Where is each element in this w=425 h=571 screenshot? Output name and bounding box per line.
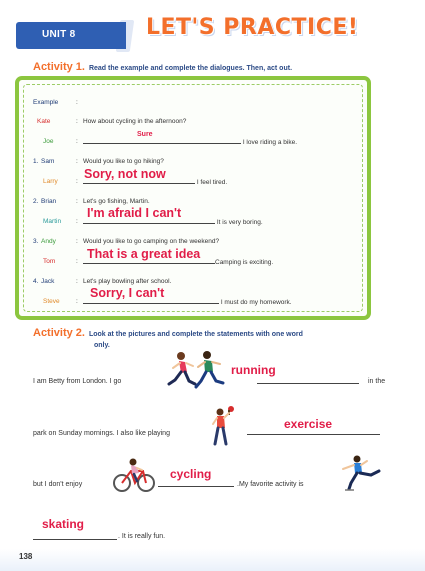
- unit-label: UNIT 8: [42, 29, 76, 40]
- dialogue-text: Camping is exciting.: [215, 259, 274, 266]
- answer-martin: I'm afraid I can't: [87, 206, 182, 220]
- dialogue-text: Let's play bowling after school.: [83, 278, 172, 285]
- dialogue-text: I feel tired.: [196, 179, 228, 186]
- dialogue-text: Let's go fishing, Martin.: [83, 198, 150, 205]
- dialogue-text: I love riding a bike.: [242, 139, 298, 146]
- answer-tom: That is a great idea: [87, 247, 201, 261]
- activity2-heading: [33, 328, 363, 351]
- line3-text: but I don't enjoy: [33, 481, 83, 488]
- item-number: 4.: [33, 278, 39, 285]
- line2-text: park on Sunday mornings. I also like playing: [33, 430, 170, 437]
- speaker-name: Brian: [41, 198, 57, 205]
- line3-end: .My favorite activity is: [237, 481, 304, 488]
- answer-blank-1[interactable]: [257, 378, 359, 384]
- activity1-heading: [33, 62, 292, 74]
- speaker-name: Steve: [43, 298, 60, 305]
- activity2-number: Activity 2.: [33, 327, 85, 339]
- line4-end: . It is really fun.: [118, 533, 166, 540]
- line1-end: in the: [368, 378, 386, 385]
- answer-running: running: [231, 363, 276, 377]
- answer-blank[interactable]: [83, 138, 241, 144]
- page-bottom-shade: [0, 549, 425, 571]
- item-number: 1.: [33, 158, 39, 165]
- item-number: 3.: [33, 238, 39, 245]
- speaker-name: Kate: [37, 118, 51, 125]
- answer-larry: Sory, not now: [84, 167, 166, 181]
- answer-exercise: exercise: [284, 417, 333, 431]
- activity1-number: Activity 1.: [33, 61, 85, 73]
- example-colon: :: [76, 99, 78, 106]
- activity1-instruction: Read the example and complete the dialogues. Then, act out.: [88, 65, 293, 72]
- answer-blank-3[interactable]: [158, 481, 234, 487]
- dialogue-text: It is very boring.: [216, 219, 263, 226]
- answer-skating: skating: [42, 517, 85, 531]
- speaker-name: Andy: [41, 238, 56, 245]
- activity2-line1: [33, 378, 121, 385]
- dialogue-text: How about cycling in the afternoon?: [83, 118, 187, 125]
- dialogue-text: Would you like to go camping on the weekend?: [83, 238, 220, 245]
- speaker-name: Tom: [43, 258, 56, 265]
- skater-illustration: [337, 453, 381, 493]
- answer-cycling: cycling: [170, 467, 212, 481]
- answer-blank-4[interactable]: [33, 534, 117, 540]
- speaker-name: Larry: [43, 178, 58, 185]
- table-tennis-player-illustration: [209, 404, 237, 446]
- page-title: LET'S PRACTICE!: [146, 15, 359, 40]
- activity2-instruction-line1: Look at the pictures and complete the statements with one word: [88, 331, 303, 338]
- dialogue-text: I must do my homework.: [220, 299, 292, 306]
- dialogue-box-dashed-border: [23, 84, 363, 312]
- activity2-instruction-line2: only.: [94, 342, 110, 349]
- speaker-name: Martin: [43, 218, 62, 225]
- cyclist-illustration: [113, 457, 155, 493]
- speaker-name: Joe: [43, 138, 54, 145]
- speaker-name: Jack: [41, 278, 55, 285]
- dialogue-box: Example : Kate : How about cycling in the afternoon? Joe : I love riding a bike. 1. Sam : Would you like to go hiking? Larry : I feel tired. 2. Brian : Let's go fishing, Martin. Martin : It is very boring. 3. Andy : Would you like to go camping on the weekend? Tom : Camping is exciting. 4. Jack : Let's play bowling after school. Steve : I must do my homework.: [15, 76, 371, 320]
- item-number: 2.: [33, 198, 39, 205]
- running-couple-illustration: [163, 350, 233, 392]
- answer-sure: Sure: [137, 131, 153, 138]
- dialogue-text: Would you like to go hiking?: [83, 158, 164, 165]
- example-label: Example: [33, 99, 59, 106]
- answer-steve: Sorry, I can't: [90, 286, 165, 300]
- line1-text: I am Betty from London. I go: [33, 378, 122, 385]
- page-number: 138: [19, 552, 33, 561]
- speaker-name: Sam: [41, 158, 55, 165]
